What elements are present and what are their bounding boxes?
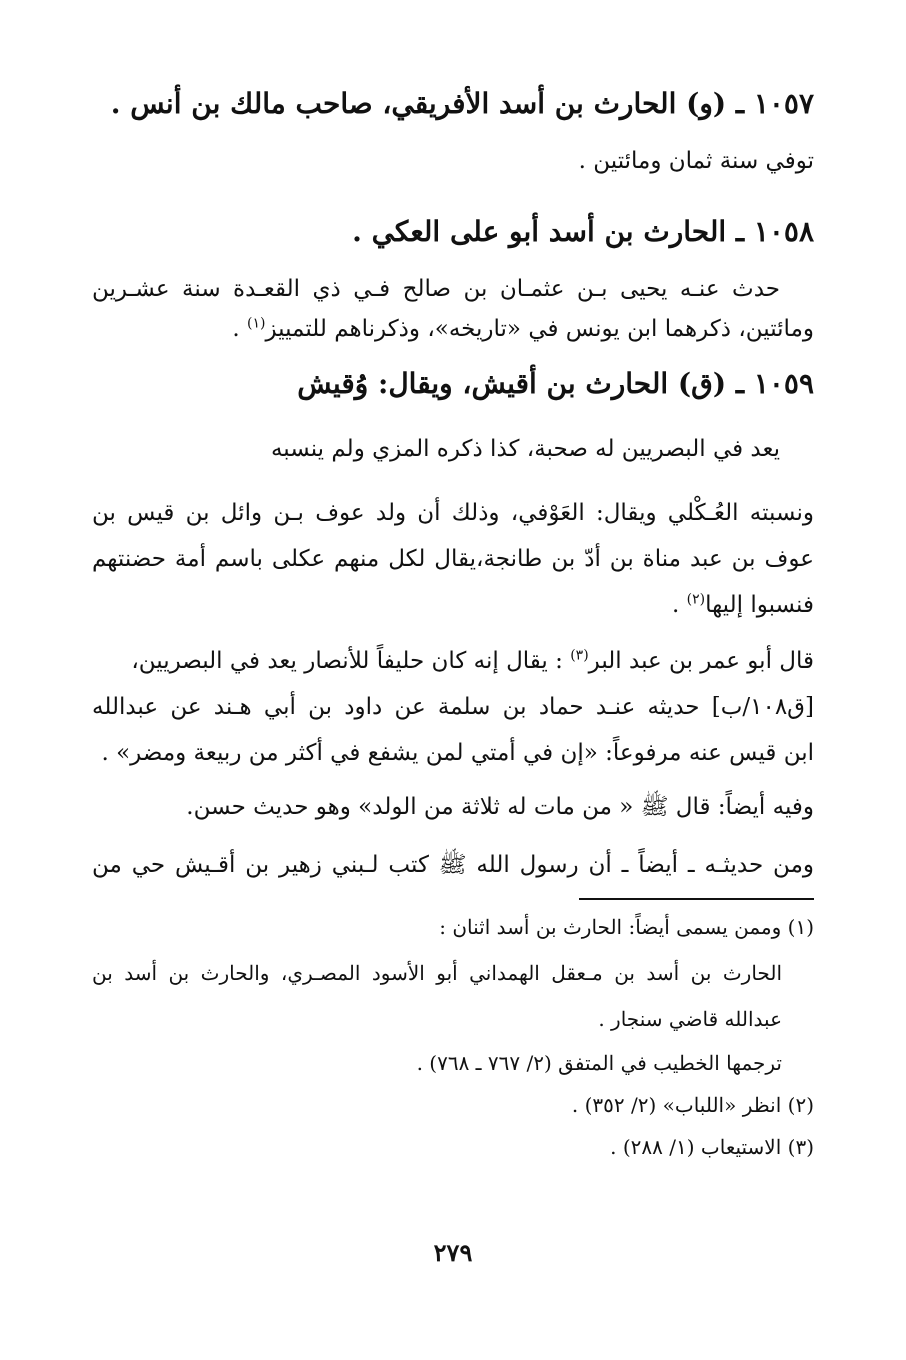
entry-text-1058-line-2-body: ومائتين، ذكرهما ابن يونس في «تاريخه»، وذكرناهم للتمييز bbox=[265, 316, 814, 342]
footnote-ref-2: (٢) bbox=[686, 591, 706, 608]
entry-title-1059: ١٠٥٩ ـ (ق) الحارث بن أقيش، ويقال: وُقيش bbox=[297, 367, 814, 400]
entry-text-1059-line-1: يعد في البصريين له صحبة، كذا ذكره المزي ولم ينسبه bbox=[270, 436, 780, 462]
entry-text-1057-line-1: توفي سنة ثمان ومائتين . bbox=[578, 148, 814, 174]
entry-title-1058: ١٠٥٨ ـ الحارث بن أسد أبو على العكي . bbox=[352, 215, 814, 248]
entry-text-1059-line-4-end: . bbox=[671, 592, 680, 618]
entry-text-1059-line-6: [ق١٠٨/ب] حديثه عنـد حماد بن سلمة عن داود بن أبي هـند عن عبدالله bbox=[92, 694, 814, 720]
page-number: ٢٧٩ bbox=[433, 1238, 473, 1267]
entry-text-1059-line-9: ومن حديثـه ـ أيضاً ـ أن رسول الله ﷺ كتب لـبني زهير بن أقـيش حي من bbox=[92, 852, 814, 878]
entry-text-1059-line-5-b: : يقال إنه كان حليفاً للأنصار يعد في البصريين، bbox=[131, 648, 563, 674]
entry-title-1057: ١٠٥٧ ـ (و) الحارث بن أسد الأفريقي، صاحب مالك بن أنس . bbox=[110, 87, 814, 120]
entry-text-1059-line-5 bbox=[92, 644, 814, 678]
entry-text-1059-line-4-body: فنسبوا إليها bbox=[705, 592, 814, 618]
footnote-3: (٣) الاستيعاب (١/ ٢٨٨) . bbox=[610, 1135, 814, 1159]
entry-text-1059-line-8: وفيه أيضاً: قال ﷺ « من مات له ثلاثة من الولد» وهو حديث حسن. bbox=[186, 794, 814, 820]
entry-text-1058-line-2-end: . bbox=[232, 316, 240, 342]
footnote-ref-1: (١) bbox=[246, 315, 266, 332]
entry-text-1058-line-2 bbox=[92, 312, 814, 346]
entry-text-1059-line-5-a: قال أبو عمر بن عبد البر bbox=[588, 648, 814, 674]
entry-text-1059-line-3: عوف بن عبد مناة بن أدّ بن طانجة،يقال لكل منهم عكلى باسم أمة حضنتهم bbox=[92, 546, 814, 572]
entry-text-1058-line-1: حدث عنـه يحيى بـن عثمـان بن صالح فـي ذي القعـدة سنة عشـرين bbox=[92, 276, 780, 302]
footnote-ref-3: (٣) bbox=[570, 647, 589, 664]
footnote-1-line-2: الحارث بن أسد بن مـعقل الهمداني أبو الأسود المصـري، والحارث بن أسد بن bbox=[92, 961, 782, 985]
footnote-separator bbox=[579, 898, 814, 900]
entry-text-1059-line-2: ونسبته العُـكْلي ويقال: العَوْفي، وذلك أن ولد عوف بـن وائل بن قيس بن bbox=[92, 500, 814, 526]
footnote-1-line-4: ترجمها الخطيب في المتفق (٢/ ٧٦٧ ـ ٧٦٨) . bbox=[416, 1051, 782, 1075]
footnote-2: (٢) انظر «اللباب» (٢/ ٣٥٢) . bbox=[571, 1093, 814, 1117]
entry-text-1059-line-4 bbox=[92, 588, 814, 622]
footnote-1: (١) وممن يسمى أيضاً: الحارث بن أسد اثنان : bbox=[439, 915, 814, 939]
entry-text-1059-line-7: ابن قيس عنه مرفوعاً: «إن في أمتي لمن يشفع في أكثر من ربيعة ومضر» . bbox=[101, 740, 814, 766]
footnote-1-line-3: عبدالله قاضي سنجار . bbox=[598, 1007, 782, 1031]
